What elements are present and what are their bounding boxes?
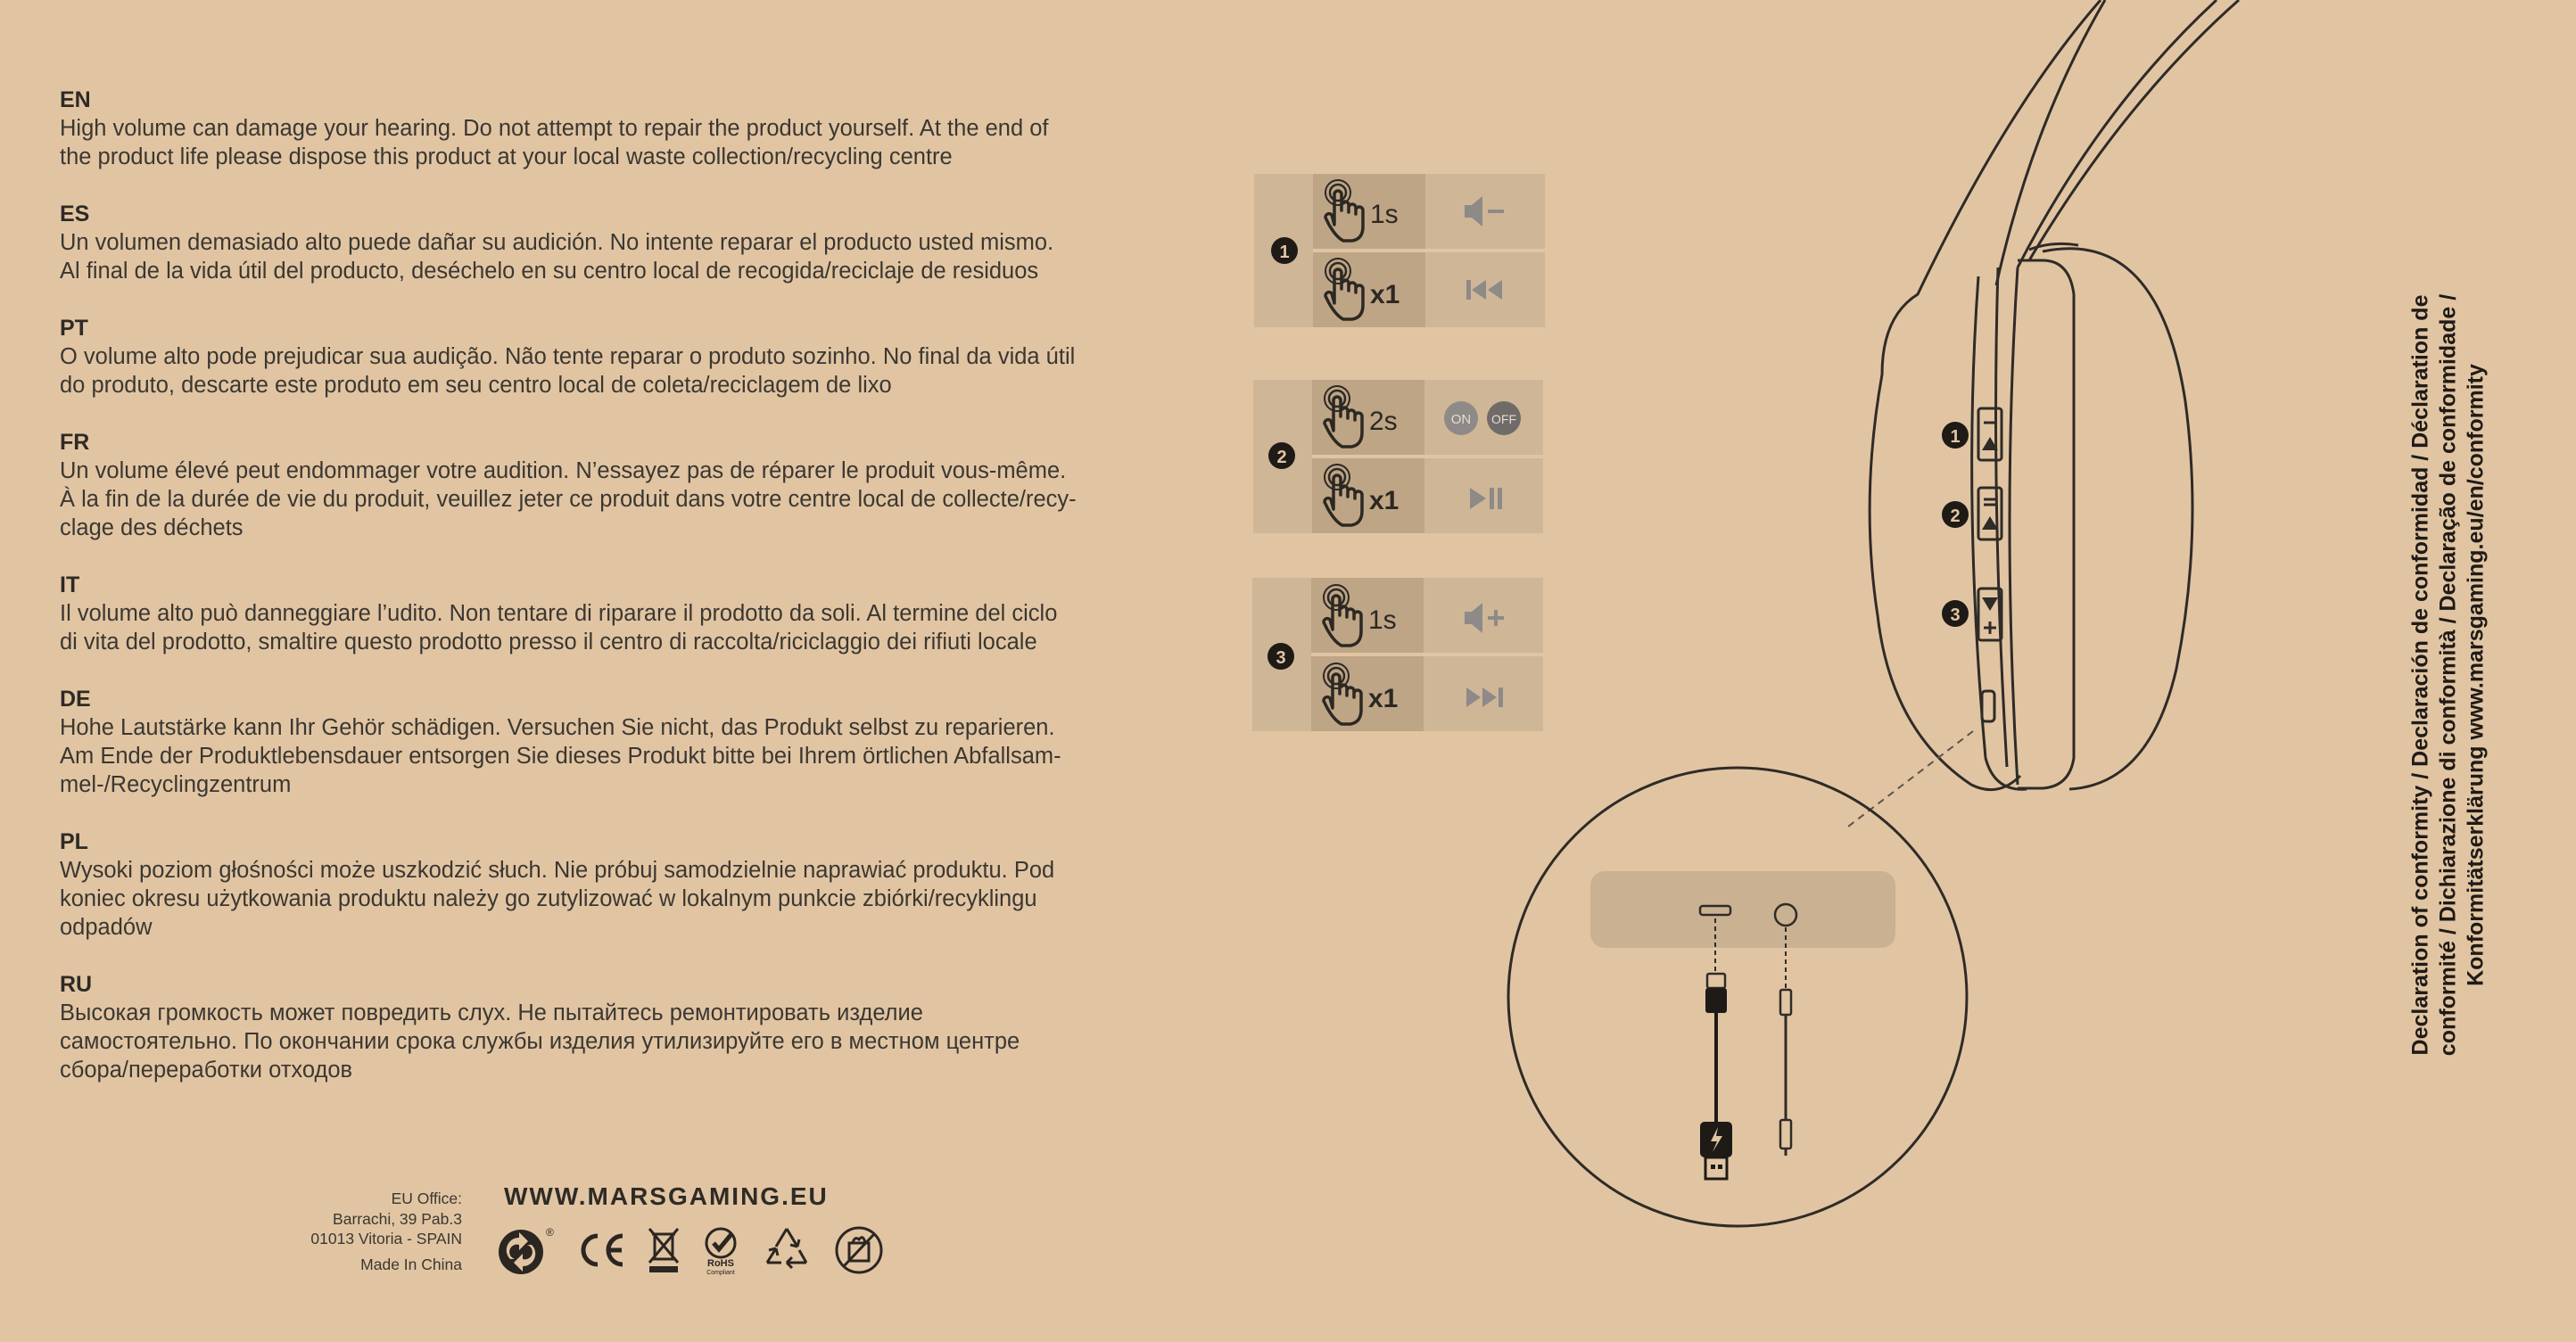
language-code: ES	[60, 202, 90, 226]
warning-text: High volume can damage your hearing. Do not attempt to repair the product yourself. At the end of the product life please dispose this product at your local waste collection/recycling centre	[60, 116, 1049, 169]
control-number-badge: 1	[1279, 243, 1290, 262]
headphone-drawing	[1870, 0, 2239, 790]
warning-text: Il volume alto può danneggiare l’udito. Non tentare di riparare il prodotto da soli. Al termine del ciclo di vita del prodotto, smaltire questo prodotto presso il centro di raccolta/riciclaggio dei rifiuti locale	[60, 601, 1058, 655]
press-count: x1	[1368, 684, 1399, 713]
control-group-3	[1252, 578, 1543, 731]
control-number-badge: 2	[1276, 448, 1287, 467]
warning-text: Un volume élevé peut endommager votre audition. N’essayez pas de réparer le produit vous-même. À la fin de la durée de vie du produit, veuillez jeter ce produit dans votre centre local de collecte/recy- clage des déchets	[60, 458, 1077, 540]
warning-text: Wysoki poziom głośności może uszkodzić słuch. Nie próbuj samodzielnie naprawiać produktu. Pod koniec okresu użytkowania produktu należy go zutylizować w lokalnym punkcie zbiórki/recyklingu odpadów	[60, 858, 1055, 940]
svg-text:ON: ON	[1450, 412, 1472, 427]
press-duration: 1s	[1370, 200, 1399, 229]
headphone-button-number: 2	[1950, 506, 1961, 526]
press-duration: 1s	[1368, 605, 1397, 635]
warning-text: Hohe Lautstärke kann Ihr Gehör schädigen. Versuchen Sie nicht, das Produkt selbst zu reparieren. Am Ende der Produktlebensdauer entsorgen Sie dieses Produkt bitte bei Ihrem örtlichen Abfallsam- mel-/Recyclingzentrum	[60, 715, 1061, 797]
connector-detail	[1508, 768, 1967, 1226]
warning-text: Высокая громкость может повредить слух. Не пытайтесь ремонтировать изделие самостоятельно. По окончании срока службы изделия утилизируйте его в местном центре сбора/переработки отходов	[60, 1000, 1020, 1083]
control-group-2	[1253, 380, 1543, 533]
eu-office-address: EU Office: Barrachi, 39 Pab.3 01013 Vitoria - SPAIN Made In China	[268, 1189, 462, 1274]
svg-text:OFF: OFF	[1491, 412, 1516, 426]
language-code: IT	[60, 572, 80, 597]
language-code: PL	[60, 829, 88, 854]
language-code: PT	[60, 316, 88, 341]
usb-cable-icon	[1700, 974, 1732, 1179]
audio-cable-icon	[1780, 990, 1791, 1156]
language-code: RU	[60, 972, 93, 997]
headphone-button-number: 1	[1950, 427, 1961, 447]
made-in-label: Made In China	[360, 1255, 462, 1273]
callout-leader-line	[1845, 731, 1973, 829]
control-group-1	[1254, 174, 1545, 327]
language-code: DE	[60, 687, 91, 712]
language-code: FR	[60, 430, 90, 455]
rohs-label: RoHS	[707, 1258, 734, 1269]
conformity-declaration: Declaration of conformity / Declaración de conformidad / Déclaration de conformité / Dichiarazione di conformità / Declaração de conformidade / Konformitätserklärung www.marsgaming.eu/en/conformity	[2407, 293, 2489, 1057]
press-count: x1	[1369, 486, 1399, 515]
rohs-sub-label: Compliant	[706, 1270, 735, 1276]
language-code: EN	[60, 87, 91, 112]
website-label: WWW.MARSGAMING.EU	[504, 1182, 829, 1210]
press-count: x1	[1370, 280, 1400, 309]
warning-text: O volume alto pode prejudicar sua audição. Não tente reparar o produto sozinho. No final da vida útil do produto, descarte este produto em seu centro local de coleta/reciclagem de lixo	[60, 344, 1076, 398]
svg-text:®: ®	[546, 1226, 554, 1239]
headphone-button-number: 3	[1950, 605, 1961, 625]
warning-text: Un volumen demasiado alto puede dañar su audición. No intente reparar el producto usted mismo. Al final de la vida útil del producto, deséchelo en su centro local de recogida/reciclaje de residuos	[60, 230, 1054, 284]
control-number-badge: 3	[1276, 648, 1286, 668]
press-duration: 2s	[1369, 407, 1398, 436]
headphone-button-labels	[1942, 422, 1969, 627]
